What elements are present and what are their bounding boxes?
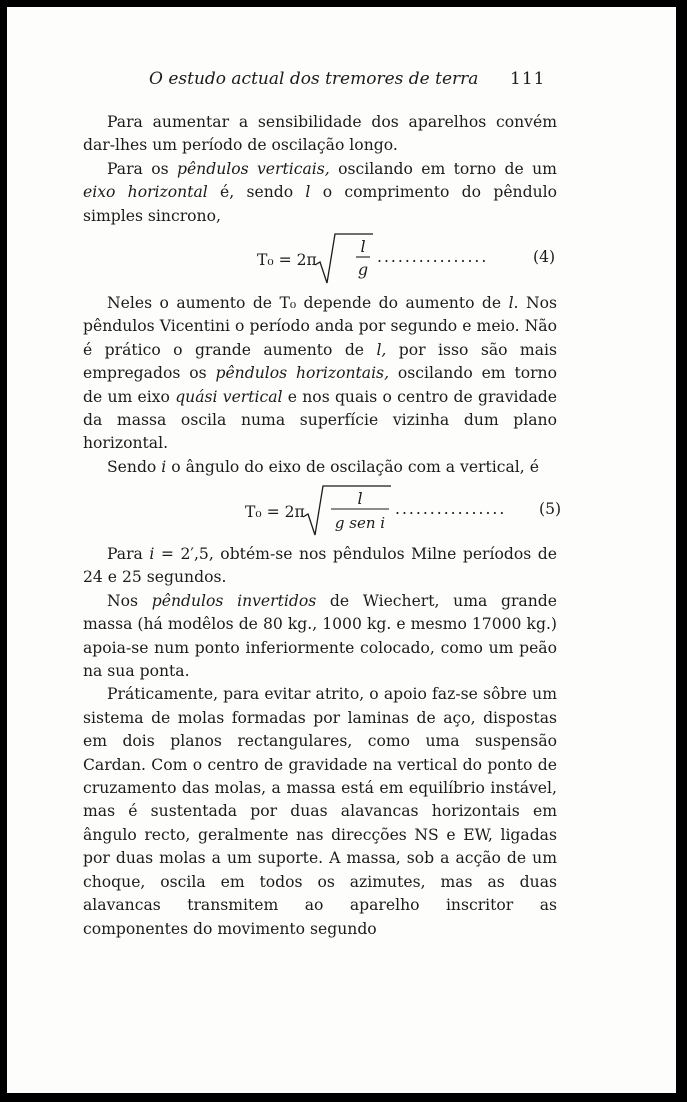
italic-run: pêndulos horizontais, — [215, 364, 390, 383]
italic-run: l. — [508, 294, 519, 312]
text-run: oscilando em torno de um eixo — [83, 364, 557, 406]
formula-5-lhs: T₀ = 2π — [245, 503, 305, 521]
running-header — [7, 69, 676, 95]
formula-4-leader-dots: ................ — [377, 248, 489, 266]
italic-run: i — [149, 545, 155, 563]
formula-4-number: (4) — [533, 248, 556, 266]
italic-run: quási vertical — [175, 387, 283, 406]
formula-4-numerator: l — [360, 237, 366, 256]
formula-5-number: (5) — [539, 500, 562, 518]
paragraph — [83, 158, 557, 228]
paragraph — [83, 456, 557, 479]
formula-4 — [257, 231, 567, 291]
text-run: e nos quais o centro de gravidade da massa oscila numa superfície vizinha dum plano horizontal. — [83, 387, 557, 453]
text-run: Para aumentar a sensibilidade dos aparelhos convém dar-lhes um período de oscilação longo. — [83, 113, 557, 155]
formula-4-lhs: T₀ = 2π — [257, 251, 317, 269]
text-run: Nos — [107, 591, 152, 610]
text-run: por isso são mais empregados os — [83, 340, 557, 383]
text-run: o comprimento do pêndulo simples sincrono, — [83, 183, 557, 225]
paragraph — [83, 543, 557, 590]
text-block-pendulums — [83, 292, 557, 479]
italic-run: l — [305, 183, 311, 202]
book-page — [7, 7, 676, 1093]
text-run: de Wiechert, uma grande massa (há modêlos de 80 kg., 1000 kg. e mesmo 17000 kg.) apoia-se num ponto inferiormente colocado, como um peão na sua ponta. — [83, 591, 557, 681]
italic-run: eixo horizontal — [83, 183, 208, 202]
paragraph — [83, 292, 557, 456]
italic-run: pêndulos verticais, — [176, 159, 330, 178]
formula-4-denominator: g — [357, 260, 369, 279]
text-run: o ângulo do eixo de oscilação com a vertical, é — [166, 457, 539, 476]
paragraph — [83, 111, 557, 158]
text-run: = 2′,5, obtém-se nos pêndulos Milne períodos de 24 e 25 segundos. — [83, 545, 557, 587]
formula-5-leader-dots: ................ — [395, 500, 507, 518]
paragraph — [83, 590, 557, 684]
running-title: O estudo actual dos tremores de terra — [149, 69, 479, 89]
formula-5-denominator: g sen i — [334, 514, 386, 532]
text-run: Sendo — [107, 457, 162, 476]
formula-4-radical — [257, 231, 397, 291]
paragraph — [83, 683, 557, 940]
text-run: oscilando em torno de um — [329, 159, 557, 178]
text-block-intro — [83, 111, 557, 228]
text-run: Práticamente, para evitar atrito, o apoio faz-se sôbre um sistema de molas formadas por laminas de aço, dispostas em dois planos rectangulares, como uma suspensão Cardan. Com o centro de gravidade na vertical do ponto de cruzamento das molas, a massa está em equilíbrio instável, mas é sustentada por duas alavancas horizontais em ângulo recto, geralmente nas direcções NS e EW, ligadas por duas molas a um suporte. A massa, sob a acção de um choque, oscila em todos os azimutes, mas as duas alavancas transmitem ao aparelho inscritor as componentes do movimento segundo — [83, 685, 557, 938]
text-run: Nos pêndulos Vicentini o período anda por segundo e meio. Não é prático o grande aumento de — [83, 294, 557, 359]
italic-run: pêndulos invertidos — [151, 591, 317, 610]
italic-run: l, — [376, 340, 387, 359]
formula-5 — [245, 483, 567, 543]
text-run: é, sendo — [207, 183, 306, 202]
text-block-wiechert — [83, 543, 557, 941]
text-run: Neles o aumento de T₀ depende do aumento de — [107, 294, 509, 312]
italic-run: i — [161, 457, 167, 476]
formula-5-numerator: l — [357, 489, 363, 508]
page-number: 111 — [510, 69, 546, 89]
text-run: Para os — [107, 159, 177, 178]
text-run: Para — [107, 545, 150, 563]
formula-5-radical — [245, 483, 415, 543]
